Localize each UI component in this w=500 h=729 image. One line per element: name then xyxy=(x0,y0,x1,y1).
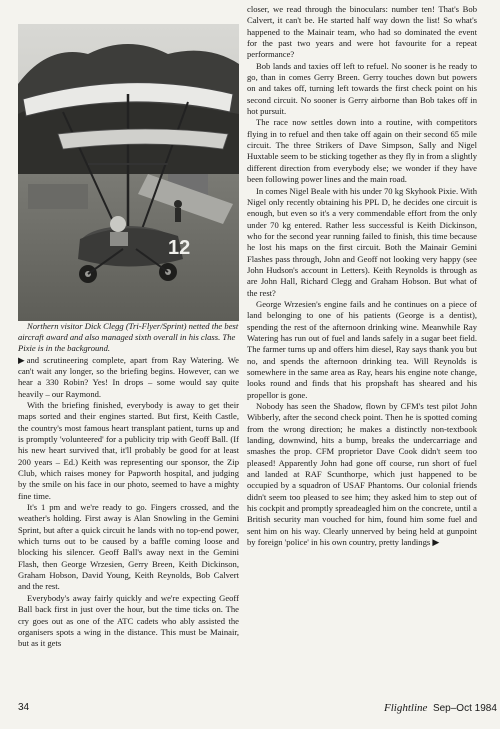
right-paragraph-6 xyxy=(247,401,477,548)
right-paragraph-6-text: Nobody has seen the Shadow, flown by CFM's test pilot John Wibberly, after the second check point. Then he is spotted coming from the wrong direction; he makes a distinctly non-textbook landing, downwind, hits a bump, breaks the undercarriage and smashes the prop. CFM proprietor Dave Cook didn't seem too pleased! Apparently John had gone off course, run short of fuel and landed at RAF Scunthorpe, which just happened to be occupied by a squadron of USAF Phantoms. Our colonial friends didn't seem too pleased to see him; they asked him to step out of his cockpit and promptly spreadeagled him on the concrete, until a British security man vouched for him, found him some fuel and sent him on his way. Clearly unnerved by being held at gunpoint by foreign 'police' in his own country, pretty landings xyxy=(247,401,477,548)
photo-caption xyxy=(18,321,239,355)
microlight-photo xyxy=(18,24,239,321)
right-column xyxy=(247,4,477,549)
right-paragraph-1: closer, we read through the binoculars: number ten! That's Bob Calvert, it can't be. He started half way down the list! So what's happened to the Mainair team, who had so dominated the event for the past two years and were hot favourite for a repeat performance? xyxy=(247,4,477,60)
continuation-arrow-icon: ▶ xyxy=(18,354,27,365)
left-column xyxy=(18,6,239,650)
page-footer xyxy=(0,702,500,722)
magazine-info xyxy=(384,702,497,714)
left-paragraph-1-text: and scrutineering complete, apart from Ray Watering. We can't wait any longer, so the briefing begins. However, can we hear a 330 Robin? Yes! In drops – some would say quite heavily – our Raymond. xyxy=(18,354,239,399)
right-paragraph-2: Bob lands and taxies off left to refuel. No sooner is he ready to go, than in comes Gerry Breen. Gerry touches down but powers on and takes off, turning left towards the first check point on his second circuit. No sooner is Gerry airborne than Bob takes off in hot pursuit. xyxy=(247,60,477,117)
right-paragraph-3: The race now settles down into a routine, with competitors flying in to refuel and then take off again on their second 65 mile circuit. The three Strikers of Dave Simpson, Sally and Nigel Huxtable seem to be sticking together as they fly in from a slightly different direction from everybody else; we wonder if they have been following power lines and the main road. xyxy=(247,117,477,185)
left-paragraph-3: It's 1 pm and we're ready to go. Fingers crossed, and the weather's holding. First away is Alan Snowling in the Gemini Sprint, but after a quick circuit he lands with no top-end power, which turns out to be caused by a baffle coming loose and blocking his silencer. Geoff Ball's away next in the Gemini Flash, then George Wrzesien, Gerry Breen, Keith Dickinson, Graham Hobson, David Young, Keith Reynolds, Bob Calvert and the rest. xyxy=(18,502,239,592)
left-paragraph-2: With the briefing finished, everybody is away to get their maps sorted and their engines started. But first, Keith Castle, the country's most famous heart transplant patient, turns up and is promptly 'volunteered' for a publicity trip with Geoff Ball. (If his new heart survived that, it'll probably be good for at least 200 years – Ed.) Keith was representing our sponsor, the Zip Club, which raises money for Papworth hospital, and judging by the smile on his face in our photo, seemed to have a mighty fine time. xyxy=(18,399,239,501)
continued-arrow-icon: ▶ xyxy=(432,537,440,548)
right-paragraph-4: In comes Nigel Beale with his under 70 kg Skyhook Pixie. With Nigel only recently obtaining his PPL D, he decides one circuit is enough, but even so it's a very commendable effort from the only under 70 kg entered. Rather less successful is Keith Dickinson, who for the second year running failed to finish, this time because he lost his maps on the first circuit. Both the Mainair Gemini Flashes pass through, John and Geoff not looking very happy (see John Hudson's account in Letters). Keith Reynolds is through as are John Hall, Richard Clegg and Graham Hobson. But what of the rest? xyxy=(247,185,477,298)
right-paragraph-5: George Wrzesien's engine fails and he continues on a piece of land belonging to one of his patients (George is a dentist), spending the rest of the afternoon drinking wine. Meanwhile Ray Watering has run out of fuel and lands safely in a sugar beet field. The farmer turns up and offers him diesel, Ray says thank you but no, and spends the afternoon drinking tea. Will Reynolds is somewhere in the same area as Ray, hears his engine note change, looks round and finds that his propshaft has sheared and his propellor is gone. xyxy=(247,298,477,400)
race-number: 12 xyxy=(168,237,191,259)
microlight-photo-graphic xyxy=(18,24,239,321)
magazine-title: Flightline xyxy=(384,702,428,714)
issue-date: Sep–Oct 1984 xyxy=(432,703,497,714)
left-paragraph-4: Everybody's away fairly quickly and we're expecting Geoff Ball back first in just over the hour, but the time ticks on. The cry goes out as one of the ATC cadets who ably assisted the organisers spots a wing in the distance. This must be Mainair, but as it gets xyxy=(18,592,239,649)
left-paragraph-1 xyxy=(18,355,239,400)
caption-text: Northern visitor Dick Clegg (Tri-Flyer/Sprint) netted the best aircraft award and also managed sixth overall in his class. The Pixie is in the background. xyxy=(18,321,239,354)
page-number: 34 xyxy=(18,702,30,713)
